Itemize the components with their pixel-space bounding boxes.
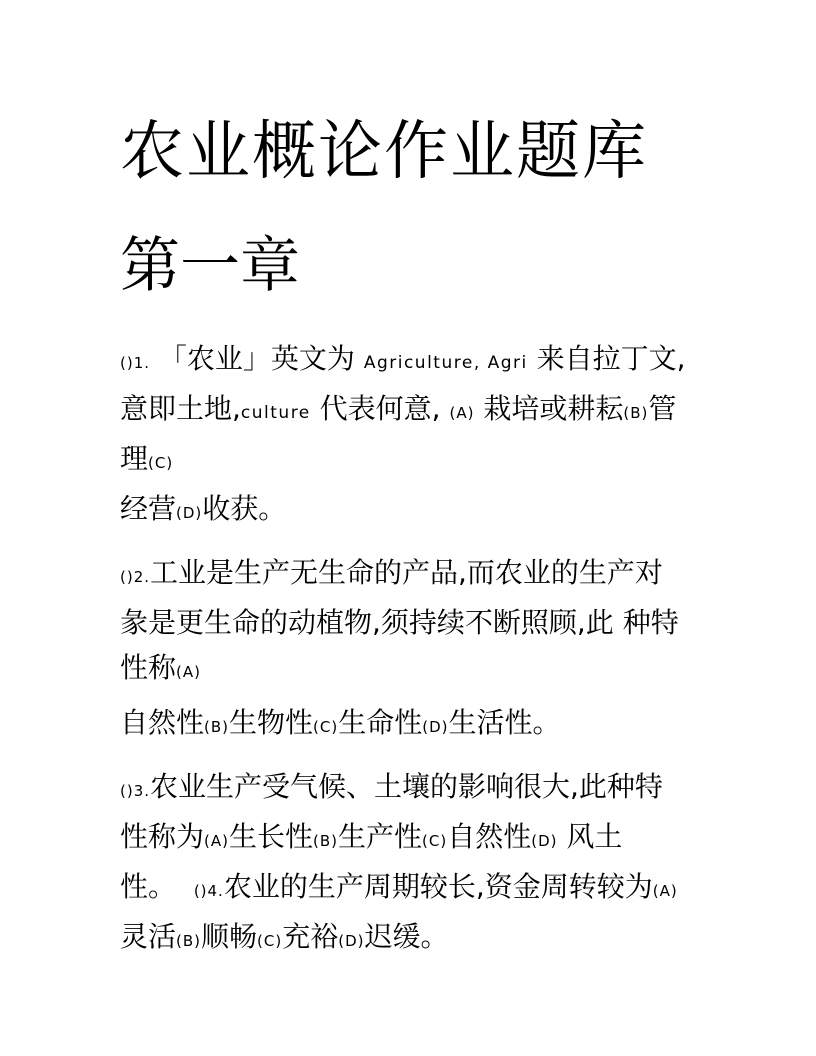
question-number: ()1. [120, 354, 151, 372]
question-2-tail: 自然性(B)生物性(C)生命性(D)生活性。 [120, 706, 561, 739]
question-number: ()4. [193, 882, 224, 900]
option-c-label: (C) [313, 718, 339, 736]
option-c-label: (C) [148, 454, 174, 472]
question-2-line-1: ()2.工业是生产无生命的产品,而农业的生产对 [120, 556, 663, 589]
question-number: ()3. [120, 782, 151, 800]
question-1-line-3: 理(C) [120, 442, 174, 475]
question-3-line-3: 性。 ()4.农业的生产周期较长,资金周转较为(A) [120, 870, 678, 903]
question-number: ()2. [120, 568, 151, 586]
option-d-label: (D) [531, 832, 558, 850]
option-b-label: (B) [313, 832, 338, 850]
option-d-label: (D) [338, 932, 365, 950]
question-3-line-2: 性称为(A)生长性(B)生产性(C)自然性(D) 风土 [120, 820, 623, 853]
question-2-line-3: 性称(A) [120, 651, 201, 684]
option-c-label: (C) [257, 932, 283, 950]
option-a-label: (A) [449, 404, 475, 422]
option-b-label: (B) [623, 404, 649, 422]
option-b-label: (B) [176, 932, 202, 950]
document-title: 农业概论作业题库 [120, 115, 648, 189]
question-3 [120, 764, 710, 964]
option-c-label: (C) [422, 832, 448, 850]
question-3-line-1: ()3.农业生产受气候、土壤的影响很大,此种特 [120, 770, 663, 803]
question-4-line-2: 灵活(B)顺畅(C)充裕(D)迟缓。 [120, 920, 449, 953]
question-2 [120, 550, 710, 695]
chapter-heading: 第一章 [120, 231, 300, 301]
question-1-line-2: 意即土地,culture 代表何意, (A) 栽培或耕耘(B)管 [120, 392, 677, 425]
question-1-tail: 经营(D)收获。 [120, 492, 287, 525]
question-2-line-2: 彖是更生命的动植物,须持续不断照顾,此 种特 [120, 606, 679, 639]
option-a-label: (A) [204, 832, 229, 850]
option-b-label: (B) [204, 718, 230, 736]
question-1-line-1: ()1. 「农业」英文为 Agriculture, Agri 来自拉丁文, [120, 342, 686, 375]
option-a-label: (A) [176, 663, 201, 681]
option-a-label: (A) [652, 882, 678, 900]
question-1 [120, 336, 710, 486]
option-d-label: (D) [422, 718, 449, 736]
option-d-label: (D) [176, 504, 203, 522]
